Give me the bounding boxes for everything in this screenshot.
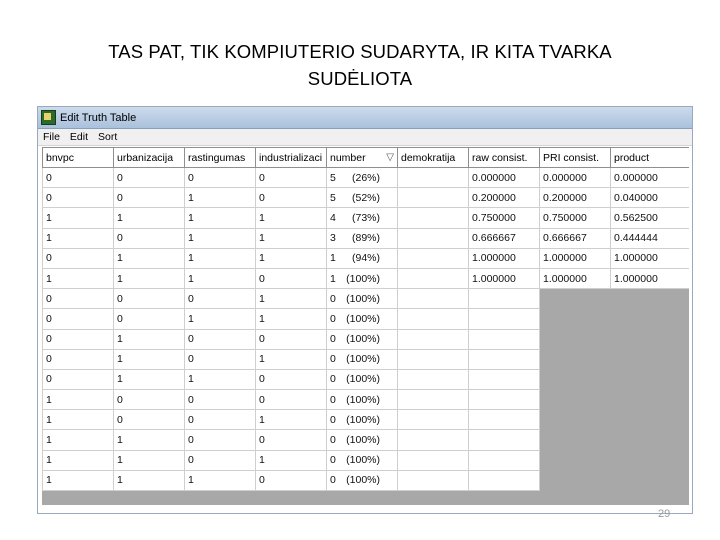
case-count: 0 [330, 454, 336, 467]
column-header-number[interactable] [327, 148, 398, 168]
condition-cell[interactable]: 0 [114, 410, 185, 430]
cumulative-percent: (73%) [351, 211, 380, 224]
condition-cell[interactable]: 1 [114, 349, 185, 369]
condition-cell[interactable]: 1 [185, 208, 256, 228]
raw-consistency-cell[interactable] [469, 369, 540, 389]
condition-cell[interactable]: 0 [185, 349, 256, 369]
cumulative-percent: (100%) [346, 454, 380, 467]
condition-cell[interactable]: 1 [114, 208, 185, 228]
condition-cell[interactable]: 1 [185, 369, 256, 389]
outcome-cell[interactable] [398, 410, 469, 430]
condition-cell[interactable]: 1 [256, 248, 327, 268]
condition-cell[interactable]: 1 [43, 430, 114, 450]
outcome-cell[interactable] [398, 390, 469, 410]
number-cell[interactable] [327, 208, 398, 228]
cumulative-percent: (100%) [346, 413, 380, 426]
product-cell[interactable]: 1.000000 [611, 248, 690, 268]
condition-cell[interactable]: 1 [185, 228, 256, 248]
condition-cell[interactable]: 1 [185, 309, 256, 329]
condition-cell[interactable]: 0 [256, 268, 327, 288]
condition-cell[interactable]: 0 [43, 188, 114, 208]
slide-title-line-2: SUDĖLIOTA [307, 68, 413, 89]
pri-consistency-cell[interactable]: 0.000000 [540, 168, 611, 188]
column-header-industrializaci[interactable]: industrializaci [256, 148, 327, 168]
condition-cell[interactable]: 0 [256, 168, 327, 188]
empty-cell [611, 450, 690, 470]
table-row[interactable] [43, 430, 690, 450]
number-cell[interactable] [327, 228, 398, 248]
empty-cell [540, 430, 611, 450]
raw-consistency-cell[interactable] [469, 329, 540, 349]
menu-file[interactable]: File [43, 131, 60, 143]
case-count: 1 [330, 252, 336, 265]
condition-cell[interactable]: 1 [43, 470, 114, 490]
condition-cell[interactable]: 1 [256, 208, 327, 228]
sort-descending-icon[interactable]: ▽ [386, 151, 394, 163]
pri-consistency-cell[interactable]: 0.750000 [540, 208, 611, 228]
outcome-cell[interactable] [398, 228, 469, 248]
raw-consistency-cell[interactable] [469, 410, 540, 430]
case-count: 0 [330, 373, 336, 386]
condition-cell[interactable]: 1 [43, 228, 114, 248]
table-row[interactable] [43, 208, 690, 228]
app-icon [41, 110, 56, 125]
outcome-cell[interactable] [398, 289, 469, 309]
outcome-cell[interactable] [398, 430, 469, 450]
table-row[interactable] [43, 410, 690, 430]
table-row[interactable] [43, 268, 690, 288]
cumulative-percent: (26%) [351, 171, 380, 184]
column-header-urbanizacija[interactable]: urbanizacija [114, 148, 185, 168]
cumulative-percent: (100%) [346, 474, 380, 487]
empty-cell [611, 289, 690, 309]
condition-cell[interactable]: 1 [114, 369, 185, 389]
column-header-number-label: number [330, 151, 366, 164]
condition-cell[interactable]: 1 [43, 410, 114, 430]
condition-cell[interactable]: 1 [185, 470, 256, 490]
product-cell[interactable]: 1.000000 [611, 268, 690, 288]
column-header-product[interactable]: product [611, 148, 690, 168]
case-count: 0 [330, 434, 336, 447]
condition-cell[interactable]: 1 [185, 188, 256, 208]
cumulative-percent: (100%) [346, 373, 380, 386]
number-cell[interactable] [327, 248, 398, 268]
condition-cell[interactable]: 0 [256, 329, 327, 349]
empty-cell [611, 430, 690, 450]
cumulative-percent: (100%) [346, 312, 380, 325]
table-row[interactable] [43, 228, 690, 248]
table-row[interactable] [43, 329, 690, 349]
raw-consistency-cell[interactable] [469, 470, 540, 490]
number-cell[interactable] [327, 329, 398, 349]
condition-cell[interactable]: 0 [114, 390, 185, 410]
cumulative-percent: (100%) [346, 393, 380, 406]
condition-cell[interactable]: 0 [256, 369, 327, 389]
table-row[interactable] [43, 309, 690, 329]
outcome-cell[interactable] [398, 369, 469, 389]
raw-consistency-cell[interactable] [469, 349, 540, 369]
raw-consistency-cell[interactable] [469, 430, 540, 450]
condition-cell[interactable]: 0 [114, 188, 185, 208]
condition-cell[interactable]: 1 [114, 450, 185, 470]
condition-cell[interactable]: 0 [43, 329, 114, 349]
cumulative-percent: (94%) [351, 252, 380, 265]
cumulative-percent: (100%) [346, 333, 380, 346]
outcome-cell[interactable] [398, 349, 469, 369]
condition-cell[interactable]: 1 [256, 309, 327, 329]
column-header-rastingumas[interactable]: rastingumas [185, 148, 256, 168]
outcome-cell[interactable] [398, 268, 469, 288]
condition-cell[interactable]: 1 [43, 450, 114, 470]
pri-consistency-cell[interactable]: 0.200000 [540, 188, 611, 208]
number-cell[interactable] [327, 450, 398, 470]
case-count: 0 [330, 474, 336, 487]
condition-cell[interactable]: 0 [185, 390, 256, 410]
condition-cell[interactable]: 1 [256, 450, 327, 470]
condition-cell[interactable]: 0 [185, 410, 256, 430]
number-cell[interactable] [327, 188, 398, 208]
empty-cell [611, 470, 690, 490]
number-cell[interactable] [327, 349, 398, 369]
cumulative-percent: (89%) [351, 232, 380, 245]
case-count: 0 [330, 413, 336, 426]
condition-cell[interactable]: 1 [43, 390, 114, 410]
empty-cell [540, 450, 611, 470]
truth-table-grid [42, 147, 689, 505]
condition-cell[interactable]: 1 [256, 289, 327, 309]
outcome-cell[interactable] [398, 329, 469, 349]
condition-cell[interactable]: 0 [256, 390, 327, 410]
number-cell[interactable] [327, 168, 398, 188]
condition-cell[interactable]: 1 [114, 248, 185, 268]
raw-consistency-cell[interactable] [469, 450, 540, 470]
cumulative-percent: (52%) [351, 191, 380, 204]
raw-consistency-cell[interactable]: 0.200000 [469, 188, 540, 208]
number-cell[interactable] [327, 369, 398, 389]
raw-consistency-cell[interactable]: 1.000000 [469, 268, 540, 288]
empty-cell [540, 410, 611, 430]
condition-cell[interactable]: 0 [43, 369, 114, 389]
condition-cell[interactable]: 0 [256, 188, 327, 208]
empty-cell [540, 390, 611, 410]
outcome-cell[interactable] [398, 450, 469, 470]
condition-cell[interactable]: 0 [43, 289, 114, 309]
condition-cell[interactable]: 0 [114, 168, 185, 188]
condition-cell[interactable]: 0 [185, 289, 256, 309]
condition-cell[interactable]: 1 [43, 208, 114, 228]
condition-cell[interactable]: 1 [114, 329, 185, 349]
condition-cell[interactable]: 1 [256, 228, 327, 248]
condition-cell[interactable]: 0 [185, 329, 256, 349]
raw-consistency-cell[interactable]: 1.000000 [469, 248, 540, 268]
number-cell[interactable] [327, 289, 398, 309]
table-row[interactable] [43, 289, 690, 309]
cumulative-percent: (100%) [346, 434, 380, 447]
raw-consistency-cell[interactable] [469, 289, 540, 309]
case-count: 1 [330, 272, 336, 285]
product-cell[interactable]: 0.040000 [611, 188, 690, 208]
pri-consistency-cell[interactable]: 1.000000 [540, 248, 611, 268]
condition-cell[interactable]: 0 [114, 228, 185, 248]
column-header-demokratija[interactable]: demokratija [398, 148, 469, 168]
table-row[interactable] [43, 470, 690, 490]
empty-cell [540, 470, 611, 490]
condition-cell[interactable]: 0 [114, 289, 185, 309]
empty-cell [611, 329, 690, 349]
raw-consistency-cell[interactable]: 0.666667 [469, 228, 540, 248]
empty-cell [540, 369, 611, 389]
menu-sort[interactable]: Sort [98, 131, 118, 143]
empty-cell [540, 289, 611, 309]
case-count: 3 [330, 232, 336, 245]
case-count: 0 [330, 292, 336, 305]
case-count: 5 [330, 191, 336, 204]
column-header-raw-consist[interactable]: raw consist. [469, 148, 540, 168]
cumulative-percent: (100%) [346, 272, 380, 285]
table-row[interactable] [43, 248, 690, 268]
condition-cell[interactable]: 0 [43, 248, 114, 268]
case-count: 5 [330, 171, 336, 184]
table-row[interactable] [43, 168, 690, 188]
truth-table-window [37, 106, 693, 514]
number-cell[interactable] [327, 430, 398, 450]
case-count: 0 [330, 393, 336, 406]
window-title: Edit Truth Table [60, 111, 137, 124]
product-cell[interactable]: 0.000000 [611, 168, 690, 188]
condition-cell[interactable]: 0 [185, 430, 256, 450]
menu-bar [38, 129, 692, 146]
number-cell[interactable] [327, 390, 398, 410]
raw-consistency-cell[interactable] [469, 390, 540, 410]
column-header-pri-consist[interactable]: PRI consist. [540, 148, 611, 168]
number-cell[interactable] [327, 470, 398, 490]
condition-cell[interactable]: 1 [114, 470, 185, 490]
condition-cell[interactable]: 1 [43, 268, 114, 288]
table-header-row [43, 148, 690, 168]
table-row[interactable] [43, 369, 690, 389]
cumulative-percent: (100%) [346, 292, 380, 305]
condition-cell[interactable]: 0 [43, 349, 114, 369]
pri-consistency-cell[interactable]: 1.000000 [540, 268, 611, 288]
condition-cell[interactable]: 0 [185, 450, 256, 470]
empty-cell [540, 349, 611, 369]
number-cell[interactable] [327, 410, 398, 430]
condition-cell[interactable]: 0 [43, 168, 114, 188]
number-cell[interactable] [327, 309, 398, 329]
table-row[interactable] [43, 390, 690, 410]
condition-cell[interactable]: 1 [185, 248, 256, 268]
outcome-cell[interactable] [398, 208, 469, 228]
case-count: 0 [330, 333, 336, 346]
condition-cell[interactable]: 0 [185, 168, 256, 188]
outcome-cell[interactable] [398, 188, 469, 208]
raw-consistency-cell[interactable] [469, 309, 540, 329]
empty-cell [611, 349, 690, 369]
table-row[interactable] [43, 188, 690, 208]
condition-cell[interactable]: 1 [256, 410, 327, 430]
outcome-cell[interactable] [398, 470, 469, 490]
case-count: 4 [330, 211, 336, 224]
condition-cell[interactable]: 1 [114, 268, 185, 288]
raw-consistency-cell[interactable]: 0.750000 [469, 208, 540, 228]
outcome-cell[interactable] [398, 248, 469, 268]
empty-cell [611, 369, 690, 389]
window-titlebar[interactable] [38, 107, 692, 129]
column-header-bnvpc[interactable]: bnvpc [43, 148, 114, 168]
slide-title [40, 38, 680, 92]
product-cell[interactable]: 0.562500 [611, 208, 690, 228]
outcome-cell[interactable] [398, 309, 469, 329]
product-cell[interactable]: 0.444444 [611, 228, 690, 248]
page-number: 29 [658, 508, 671, 520]
case-count: 0 [330, 353, 336, 366]
empty-cell [611, 390, 690, 410]
condition-cell[interactable]: 0 [256, 470, 327, 490]
pri-consistency-cell[interactable]: 0.666667 [540, 228, 611, 248]
empty-cell [540, 309, 611, 329]
table-row[interactable] [43, 450, 690, 470]
case-count: 0 [330, 312, 336, 325]
condition-cell[interactable]: 1 [185, 268, 256, 288]
menu-edit[interactable]: Edit [69, 131, 89, 143]
condition-cell[interactable]: 0 [256, 430, 327, 450]
condition-cell[interactable]: 1 [256, 349, 327, 369]
empty-cell [611, 309, 690, 329]
slide-title-line-1: TAS PAT, TIK KOMPIUTERIO SUDARYTA, IR KITA TVARKA [108, 41, 612, 62]
empty-cell [540, 329, 611, 349]
raw-consistency-cell[interactable]: 0.000000 [469, 168, 540, 188]
table-row[interactable] [43, 349, 690, 369]
condition-cell[interactable]: 1 [114, 430, 185, 450]
cumulative-percent: (100%) [346, 353, 380, 366]
outcome-cell[interactable] [398, 168, 469, 188]
number-cell[interactable] [327, 268, 398, 288]
condition-cell[interactable]: 0 [114, 309, 185, 329]
empty-cell [611, 410, 690, 430]
condition-cell[interactable]: 0 [43, 309, 114, 329]
